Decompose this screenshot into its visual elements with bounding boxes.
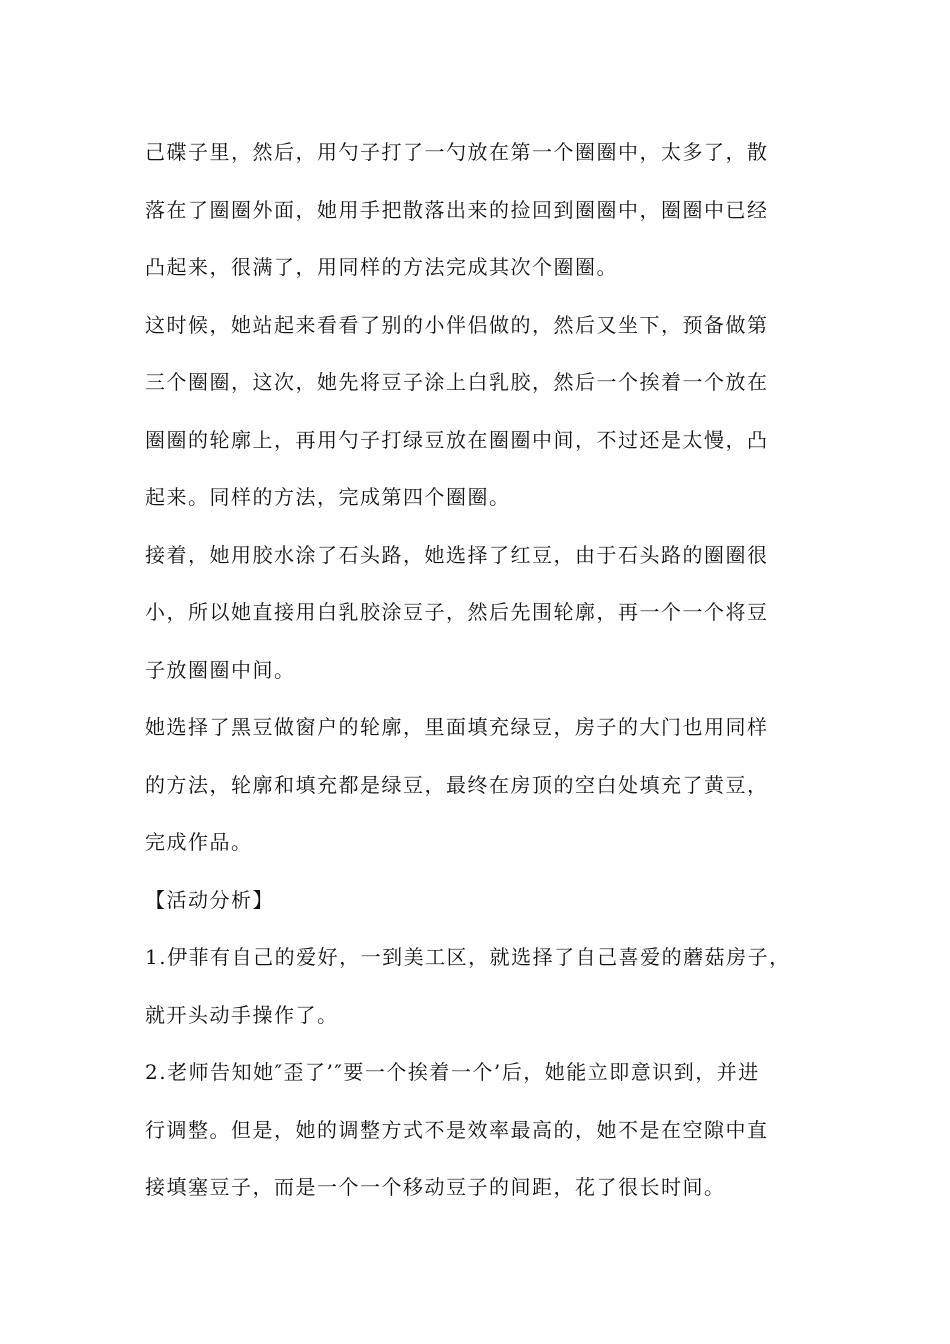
paragraph-2	[145, 297, 845, 527]
text-line: 圈圈的轮廓上，再用勺子打绿豆放在圈圈中间，不过还是太慢，凸	[145, 427, 769, 452]
text-line: 就开头动手操作了。	[145, 1002, 339, 1027]
text-line: 凸起来，很满了，用同样的方法完成其次个圈圈。	[145, 255, 618, 279]
text-line: 的方法，轮廓和填充都是绿豆，最终在房顶的空白处填充了黄豆，	[145, 772, 769, 797]
text-line: 2.老师告知她″歪了’″要一个挨着一个’后，她能立即意识到，并进	[145, 1060, 760, 1084]
paragraph-1	[145, 124, 845, 297]
text-line: 子放圈圈中间。	[145, 657, 296, 682]
paragraph-3	[145, 527, 845, 700]
text-line: 三个圈圈，这次，她先将豆子涂上白乳胶，然后一个挨着一个放在	[145, 370, 769, 394]
analysis-item-2	[145, 1044, 845, 1217]
section-heading-activity-analysis	[145, 872, 845, 930]
text-line: 小，所以她直接用白乳胶涂豆子，然后先围轮廓，再一个一个将豆	[145, 600, 769, 624]
text-line: 接着，她用胶水涂了石头路，她选择了红豆，由于石头路的圈圈很	[145, 542, 769, 567]
text-line: 落在了圈圈外面，她用手把散落出来的捡回到圈圈中，圈圈中已经	[145, 197, 769, 222]
text-line: 完成作品。	[145, 830, 253, 854]
text-line: 行调整。但是，她的调整方式不是效率最高的，她不是在空隙中直	[145, 1117, 769, 1142]
text-line: 她选择了黑豆做窗户的轮廓，里面填充绿豆，房子的大门也用同样	[145, 715, 769, 739]
document-body	[145, 124, 845, 1217]
text-line: 己碟子里，然后，用勺子打了一勺放在第一个圈圈中，太多了，散	[145, 140, 769, 164]
heading-line: 【活动分析】	[145, 887, 274, 912]
text-line: 1.伊菲有自己的爱好，一到美工区，就选择了自己喜爱的蘑菇房子，	[145, 945, 791, 969]
paragraph-4	[145, 699, 845, 872]
text-line: 起来。同样的方法，完成第四个圈圈。	[145, 485, 511, 509]
text-line: 这时候，她站起来看看了别的小伴侣做的，然后又坐下，预备做第	[145, 312, 769, 337]
analysis-item-1	[145, 929, 845, 1044]
text-line: 接填塞豆子，而是一个一个移动豆子的间距，花了很长时间。	[145, 1175, 726, 1199]
